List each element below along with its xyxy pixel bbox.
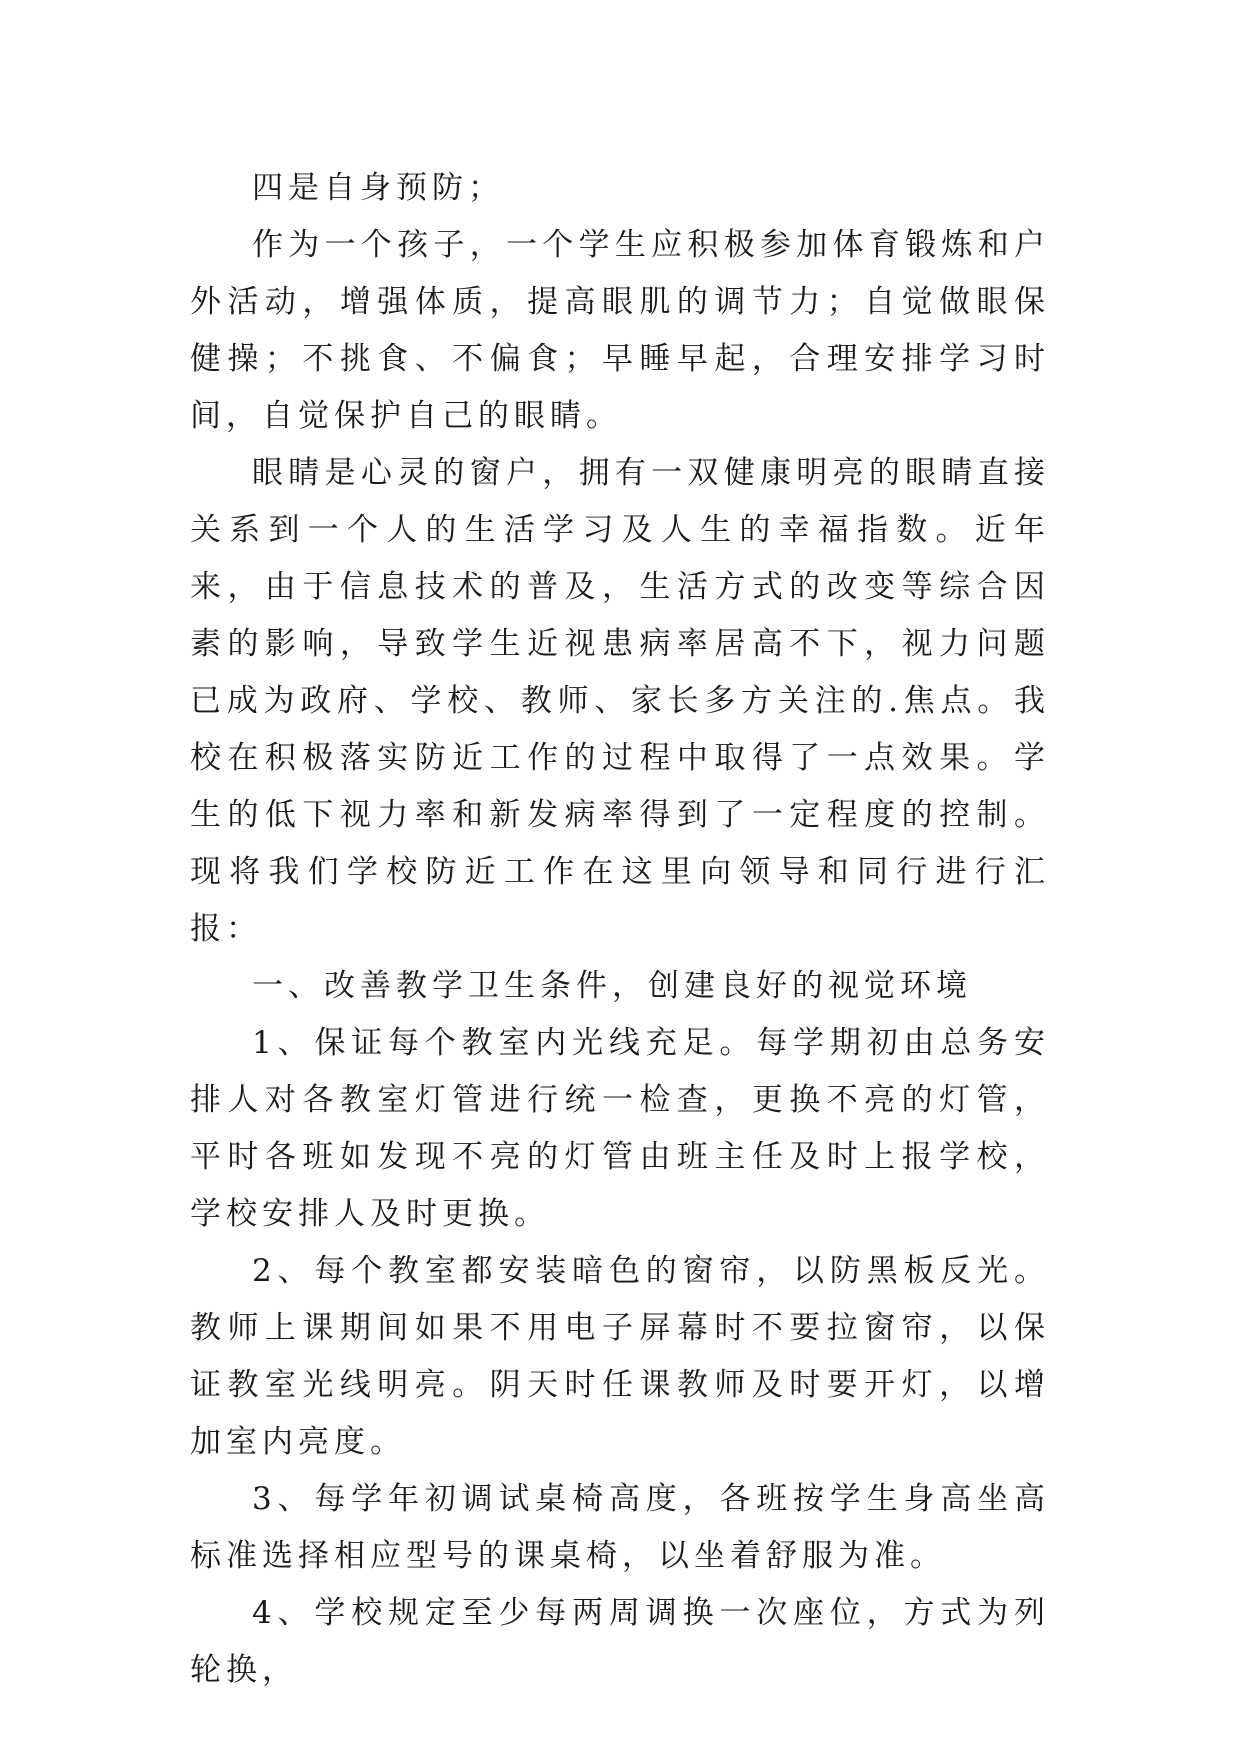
paragraph-child-habits: 作为一个孩子，一个学生应积极参加体育锻炼和户外活动，增强体质，提高眼肌的调节力；自觉做眼保健操；不挑食、不偏食；早睡早起，合理安排学习时间，自觉保护自己的眼睛。 xyxy=(190,227,1050,434)
paragraph-item-1-lighting: 1、保证每个教室内光线充足。每学期初由总务安排人对各教室灯管进行统一检查，更换不亮的灯管，平时各班如发现不亮的灯管由班主任及时上报学校，学校安排人及时更换。 xyxy=(190,1025,1050,1232)
paragraph-item-2-curtains: 2、每个教室都安装暗色的窗帘，以防黑板反光。教师上课期间如果不用电子屏幕时不要拉窗帘，以保证教室光线明亮。阴天时任课教师及时要开灯，以增加室内亮度。 xyxy=(190,1253,1050,1460)
section-heading-teaching-conditions: 一、改善教学卫生条件，创建良好的视觉环境 xyxy=(252,968,972,1004)
paragraph-introduction: 眼睛是心灵的窗户，拥有一双健康明亮的眼睛直接关系到一个人的生活学习及人生的幸福指数。近年来，由于信息技术的普及，生活方式的改变等综合因素的影响，导致学生近视患病率居高不下，视力问题已成为政府、学校、教师、家长多方关注的.焦点。我校在积极落实防近工作的过程中取得了一点效果。学生的低下视力率和新发病率得到了一定程度的控制。现将我们学校防近工作在这里向领导和同行进行汇报： xyxy=(190,455,1050,947)
document-body xyxy=(190,160,1050,1699)
paragraph-self-prevention-heading: 四是自身预防； xyxy=(252,170,504,206)
paragraph-item-3-desks: 3、每学年初调试桌椅高度，各班按学生身高坐高标准选择相应型号的课桌椅，以坐着舒服为准。 xyxy=(190,1481,1050,1574)
paragraph-item-4-seating: 4、学校规定至少每两周调换一次座位，方式为列轮换， xyxy=(190,1595,1050,1688)
